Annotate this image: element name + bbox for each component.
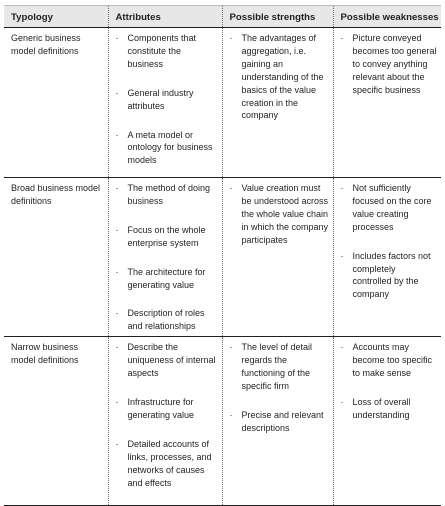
bullet-icon: · — [115, 224, 119, 235]
bullet-icon: · — [115, 438, 119, 449]
weaknesses-list — [340, 32, 438, 97]
attributes-list — [115, 341, 218, 489]
list-item — [340, 396, 438, 422]
list-item — [115, 266, 218, 292]
bullet-icon: · — [115, 33, 119, 43]
list-item — [340, 341, 438, 380]
attributes-cell — [108, 178, 222, 337]
list-item-text: Describe the uniqueness of internal aspects — [127, 342, 216, 379]
list-item — [115, 307, 218, 333]
header-weaknesses: Possible weaknesses — [333, 6, 441, 28]
bullet-icon: · — [340, 250, 344, 261]
list-item-text: General industry attributes — [127, 87, 194, 111]
typology-cell: Broad business model definitions — [4, 178, 108, 337]
table-row — [4, 28, 441, 178]
list-item — [229, 32, 329, 122]
bullet-icon: · — [340, 396, 344, 407]
list-item-text: Accounts may become too specific to make sense — [352, 342, 433, 379]
typology-cell: Generic business model definitions — [4, 28, 108, 178]
list-item — [115, 87, 218, 113]
list-item — [340, 250, 438, 302]
bullet-icon: · — [115, 396, 119, 407]
list-item-text: The level of detail regards the functioning of the specific firm — [241, 342, 313, 391]
strengths-cell — [222, 337, 333, 506]
list-item-text: Precise and relevant descriptions — [241, 409, 324, 433]
bullet-icon: · — [115, 183, 119, 193]
weaknesses-cell — [333, 178, 441, 337]
table-body — [4, 28, 441, 506]
bullet-icon: · — [115, 308, 119, 319]
list-item-text: Infrastructure for generating value — [127, 396, 195, 420]
list-item-text: Detailed accounts of links, processes, and networks of causes and effects — [127, 438, 212, 488]
weaknesses-cell — [333, 28, 441, 178]
weaknesses-cell — [333, 337, 441, 506]
attributes-list — [115, 182, 218, 333]
header-typology: Typology — [4, 6, 108, 28]
attributes-list — [115, 32, 218, 167]
table-row — [4, 178, 441, 337]
list-item-text: Value creation must be understood across the whole value chain in which the company participates — [241, 183, 329, 245]
list-item-text: The advantages of aggregation, i.e. gaining an understanding of the basics of the value creation in the company — [241, 33, 324, 121]
list-item — [115, 224, 218, 250]
bullet-icon: · — [229, 33, 233, 43]
bullet-icon: · — [115, 87, 119, 98]
list-item-text: Loss of overall understanding — [352, 396, 411, 420]
list-item-text: Includes factors not completely controlled by the company — [352, 250, 431, 300]
bullet-icon: · — [115, 266, 119, 277]
list-item — [115, 182, 218, 208]
bullet-icon: · — [115, 342, 119, 353]
business-model-typology-table — [4, 5, 441, 506]
strengths-list — [229, 341, 329, 434]
list-item-text: The method of doing business — [127, 183, 211, 206]
list-item-text: Picture conveyed becomes too general to convey anything relevant about the specific business — [352, 33, 437, 95]
table-row — [4, 337, 441, 506]
strengths-list — [229, 32, 329, 122]
bullet-icon: · — [340, 342, 344, 353]
list-item — [115, 129, 218, 168]
list-item-text: The architecture for generating value — [127, 266, 206, 290]
list-item — [229, 409, 329, 435]
header-strengths: Possible strengths — [222, 6, 333, 28]
bullet-icon: · — [229, 342, 233, 353]
weaknesses-list — [340, 182, 438, 301]
bullet-icon: · — [229, 183, 233, 193]
list-item — [340, 182, 438, 234]
strengths-cell — [222, 28, 333, 178]
list-item — [340, 32, 438, 97]
list-item-text: Description of roles and relationships — [127, 308, 205, 332]
strengths-cell — [222, 178, 333, 337]
attributes-cell — [108, 337, 222, 506]
table-header — [4, 6, 441, 28]
list-item-text: Components that constitute the business — [127, 33, 197, 69]
bullet-icon: · — [229, 409, 233, 420]
header-row — [4, 6, 441, 28]
list-item — [229, 341, 329, 393]
typology-cell: Narrow business model definitions — [4, 337, 108, 506]
list-item — [229, 182, 329, 247]
strengths-list — [229, 182, 329, 247]
list-item — [115, 396, 218, 422]
list-item — [115, 341, 218, 380]
attributes-cell — [108, 28, 222, 178]
list-item-text: Focus on the whole enterprise system — [127, 224, 206, 248]
list-item-text: Not sufficiently focused on the core value creating processes — [352, 183, 432, 232]
list-item — [115, 438, 218, 490]
list-item — [115, 32, 218, 71]
list-item-text: A meta model or ontology for business models — [127, 129, 213, 166]
header-attributes: Attributes — [108, 6, 222, 28]
bullet-icon: · — [340, 183, 344, 193]
bullet-icon: · — [115, 129, 119, 140]
weaknesses-list — [340, 341, 438, 422]
bullet-icon: · — [340, 33, 344, 43]
